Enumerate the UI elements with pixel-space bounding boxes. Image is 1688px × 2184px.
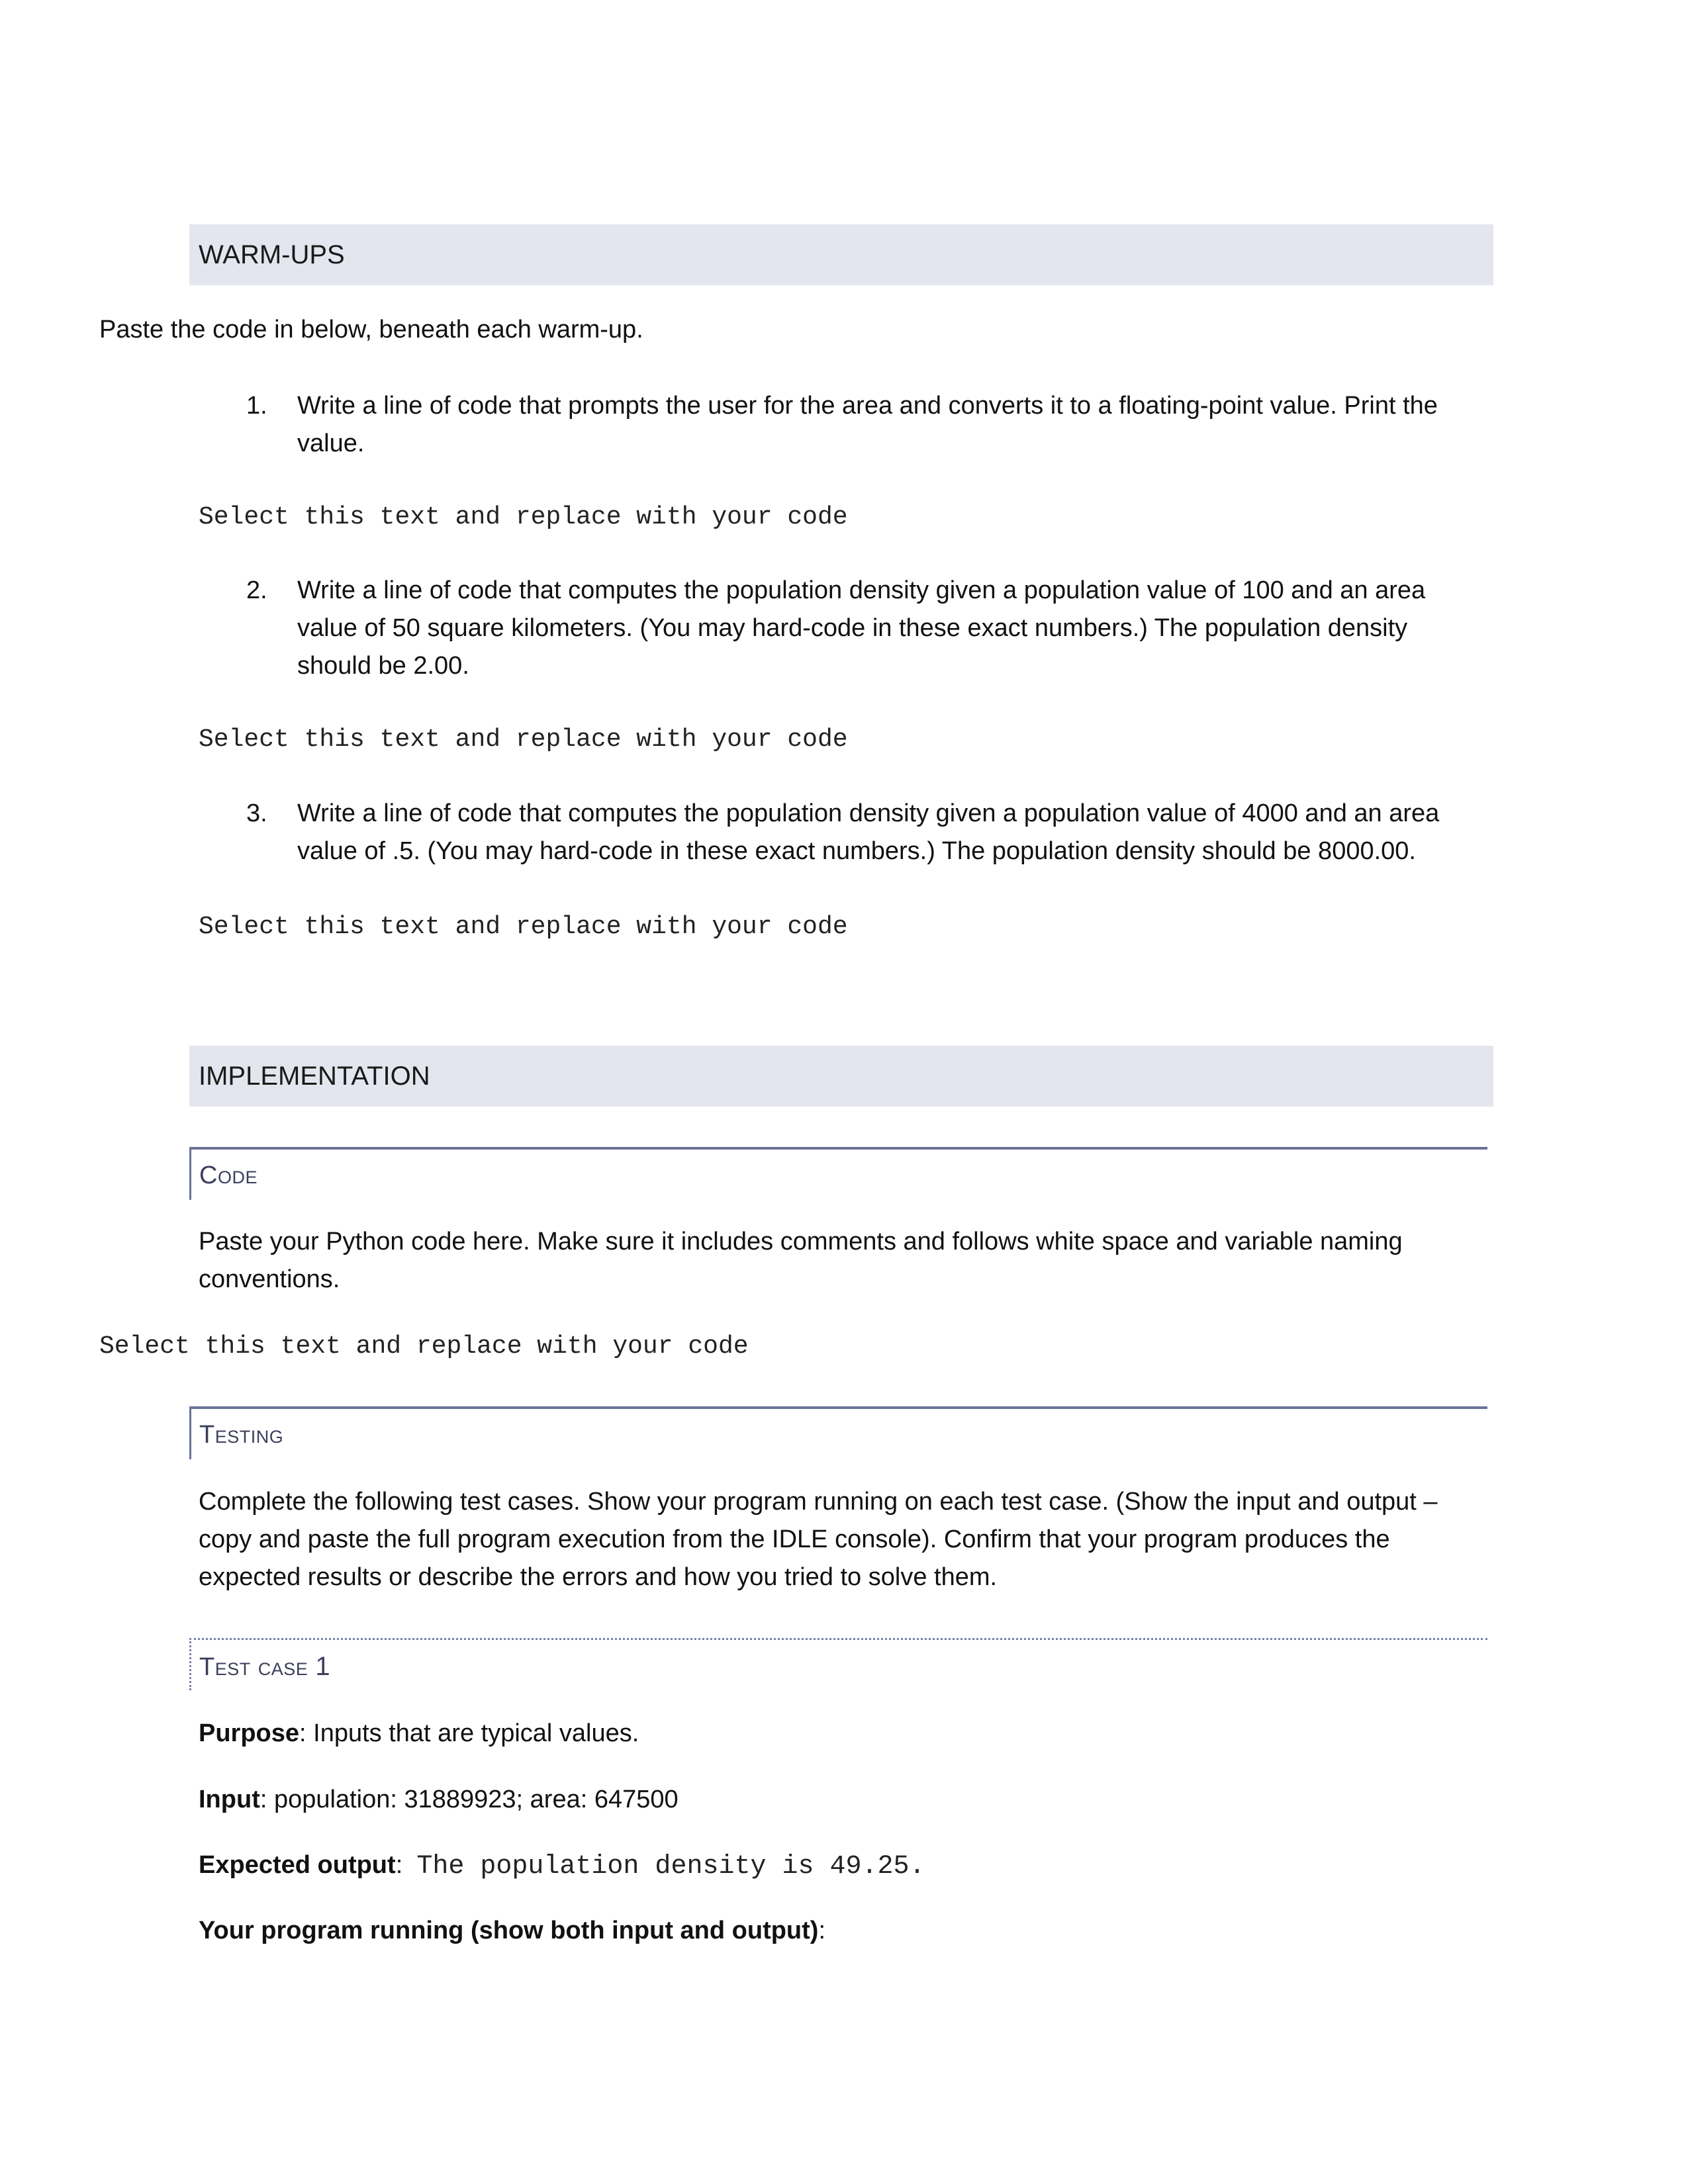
warmup-3-line2: value of .5. (You may hard-code in these exact numbers.) The population density should be 8000.00. <box>297 837 1416 865</box>
testing-instructions <box>199 1483 1489 1596</box>
code-instructions-line2: conventions. <box>199 1265 340 1293</box>
purpose-label: Purpose <box>199 1719 300 1747</box>
testing-subheading-frame <box>189 1406 1487 1459</box>
test-case-1-running <box>199 1912 825 1950</box>
warmup-2-line1: Write a line of code that computes the population density given a population value of 100 and an area <box>297 576 1426 604</box>
warmup-2-text <box>297 572 1489 685</box>
warmup-1-code-placeholder[interactable]: Select this text and replace with your code <box>199 503 848 531</box>
test-case-1-input <box>199 1781 679 1819</box>
testing-instructions-line3: expected results or describe the errors and how you tried to solve them. <box>199 1563 998 1591</box>
testing-subheading: Testing <box>199 1421 284 1449</box>
warmup-2-number: 2. <box>246 576 267 604</box>
purpose-text: : Inputs that are typical values. <box>299 1719 639 1747</box>
warmups-heading-band <box>189 224 1493 285</box>
code-instructions <box>199 1223 1489 1298</box>
warmups-heading: WARM-UPS <box>199 240 345 269</box>
test-case-1-purpose <box>199 1715 639 1752</box>
test-case-1-frame <box>189 1638 1487 1690</box>
warmup-1-line1: Write a line of code that prompts the user for the area and converts it to a floating-point value. Print the <box>297 392 1438 420</box>
test-case-1-number: 1 <box>315 1652 331 1681</box>
warmup-2-line3: should be 2.00. <box>297 652 469 680</box>
implementation-heading: IMPLEMENTATION <box>199 1062 430 1091</box>
warmup-3-text <box>297 795 1489 870</box>
test-case-1-expected <box>199 1846 925 1886</box>
running-colon: : <box>818 1917 826 1944</box>
expected-output-text: The population density is 49.25. <box>416 1852 925 1882</box>
warmup-1-line2: value. <box>297 430 365 457</box>
expected-output-colon: : <box>395 1851 417 1879</box>
warmup-1-number: 1. <box>246 392 267 420</box>
warmup-1-text <box>297 387 1489 463</box>
test-case-1-label: Test case <box>199 1653 308 1681</box>
code-placeholder[interactable]: Select this text and replace with your code <box>99 1332 749 1361</box>
code-instructions-line1: Paste your Python code here. Make sure it includes comments and follows white space and variable naming <box>199 1228 1403 1255</box>
code-subheading: Code <box>199 1161 258 1189</box>
implementation-heading-band <box>189 1046 1493 1107</box>
warmup-2-line2: value of 50 square kilometers. (You may hard-code in these exact numbers.) The population density <box>297 614 1408 642</box>
warmups-intro: Paste the code in below, beneath each warm-up. <box>99 316 643 343</box>
warmup-3-line1: Write a line of code that computes the population density given a population value of 4000 and an area <box>297 799 1440 827</box>
warmup-3-number: 3. <box>246 799 267 827</box>
code-subheading-frame <box>189 1147 1487 1200</box>
test-case-1-heading <box>199 1652 330 1682</box>
testing-instructions-line2: copy and paste the full program execution from the IDLE console). Confirm that your program produces the <box>199 1525 1390 1553</box>
running-label: Your program running (show both input and output) <box>199 1917 819 1944</box>
input-text: : population: 31889923; area: 647500 <box>259 1786 679 1813</box>
warmup-2-code-placeholder[interactable]: Select this text and replace with your code <box>199 725 848 754</box>
warmup-3-code-placeholder[interactable]: Select this text and replace with your code <box>199 913 848 941</box>
input-label: Input <box>199 1786 260 1813</box>
testing-instructions-line1: Complete the following test cases. Show your program running on each test case. (Show the input and output – <box>199 1488 1438 1516</box>
expected-output-label: Expected output <box>199 1851 396 1879</box>
